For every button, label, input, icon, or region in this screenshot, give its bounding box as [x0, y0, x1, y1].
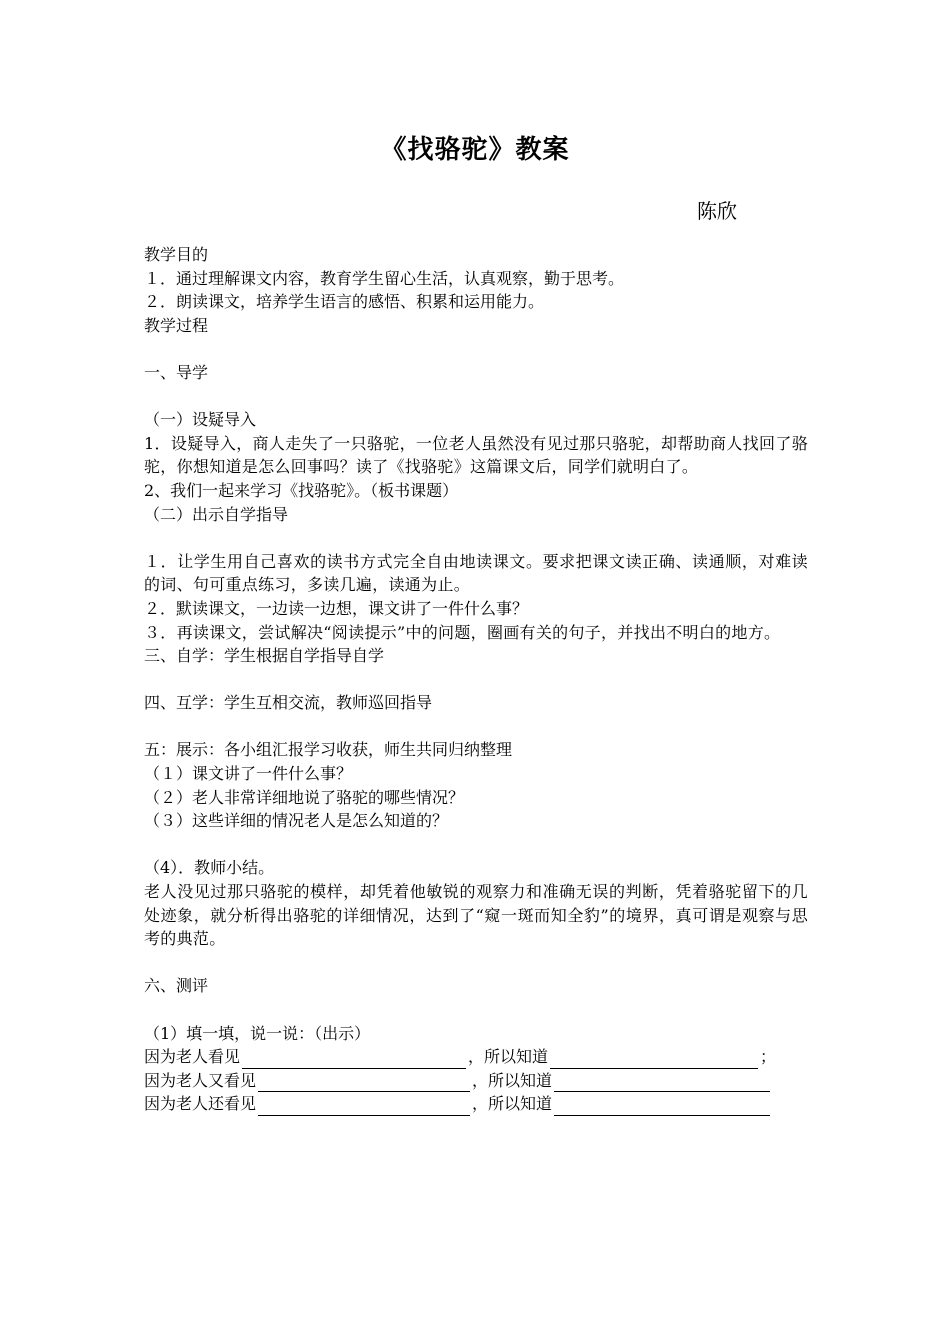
paragraph: ２．默读课文，一边读一边想，课文讲了一件什么事？ [144, 598, 529, 618]
section-heading: 一、导学 [144, 362, 209, 382]
paragraph: 2、我们一起来学习《找骆驼》。（板书课题） [144, 480, 459, 500]
fill-in-row [144, 1045, 808, 1069]
fill-in-lead: 因为老人还看见 [144, 1094, 257, 1114]
process-heading: 教学过程 [144, 315, 209, 335]
document-author: 陈欣 [697, 199, 737, 223]
question-item: （３）这些详细的情况老人是怎么知道的？ [144, 811, 449, 831]
fill-in-blank[interactable] [554, 1073, 770, 1092]
summary-paragraph: 老人没见过那只骆驼的模样，却凭着他敏锐的观察力和准确无误的判断，凭着骆驼留下的几处迹象，就分析得出骆驼的详细情况，达到了“窥一斑而知全豹”的境界，真可谓是观察与思考的典范。 [144, 882, 808, 949]
section-heading: 六、测评 [144, 976, 209, 996]
objective-item: ２．朗读课文，培养学生语言的感悟、积累和运用能力。 [144, 292, 545, 312]
fill-in-mid: ，所以知道 [472, 1070, 553, 1090]
fill-in-mid: ，所以知道 [472, 1094, 553, 1114]
spacer [144, 526, 808, 550]
spacer [144, 951, 808, 975]
spacer [144, 833, 808, 857]
fill-in-blank[interactable] [258, 1097, 470, 1116]
spacer [144, 668, 808, 692]
paragraph: 1．设疑导入，商人走失了一只骆驼，一位老人虽然没有见过那只骆驼，却帮助商人找回了骆驼，你想知道是怎么回事吗？读了《找骆驼》这篇课文后，同学们就明白了。 [144, 433, 808, 477]
spacer [144, 337, 808, 361]
fill-in-lead: 因为老人又看见 [144, 1070, 257, 1090]
section-heading: 四、互学：学生互相交流，教师巡回指导 [144, 693, 433, 713]
section-heading: 五：展示：各小组汇报学习收获，师生共同归纳整理 [144, 740, 513, 760]
spacer [144, 715, 808, 739]
question-item: （１）课文讲了一件什么事？ [144, 764, 353, 784]
objective-item: １．通过理解课文内容，教育学生留心生活，认真观察，勤于思考。 [144, 268, 625, 288]
fill-in-blank[interactable] [242, 1050, 466, 1069]
document-title: 《找骆驼》教案 [380, 135, 570, 165]
spacer [144, 998, 808, 1022]
fill-in-blank[interactable] [554, 1097, 770, 1116]
fill-in-lead: 因为老人看见 [144, 1047, 241, 1067]
fill-in-blank[interactable] [550, 1050, 758, 1069]
fill-in-blank[interactable] [258, 1073, 470, 1092]
summary-heading: （4）．教师小结。 [144, 858, 275, 878]
spacer [144, 385, 808, 409]
subsection-heading: （二）出示自学指导 [144, 504, 289, 524]
fill-in-mid: ，所以知道 [468, 1047, 549, 1067]
fill-in-end: ； [760, 1047, 777, 1067]
fill-in-row [144, 1092, 808, 1116]
exercise-heading: （1）填一填，说一说：（出示） [144, 1023, 371, 1043]
paragraph: ３．再读课文，尝试解决“阅读提示”中的问题，圈画有关的句子，并找出不明白的地方。 [144, 622, 781, 642]
document-body [144, 243, 808, 1116]
section-heading: 三、自学：学生根据自学指导自学 [144, 646, 385, 666]
paragraph: １．让学生用自己喜欢的读书方式完全自由地读课文。要求把课文读正确、读通顺，对难读的词、句可重点练习，多读几遍，读通为止。 [144, 551, 808, 595]
question-item: （２）老人非常详细地说了骆驼的哪些情况？ [144, 787, 465, 807]
fill-in-row [144, 1069, 808, 1093]
subsection-heading: （一）设疑导入 [144, 410, 257, 430]
objectives-heading: 教学目的 [144, 245, 209, 264]
